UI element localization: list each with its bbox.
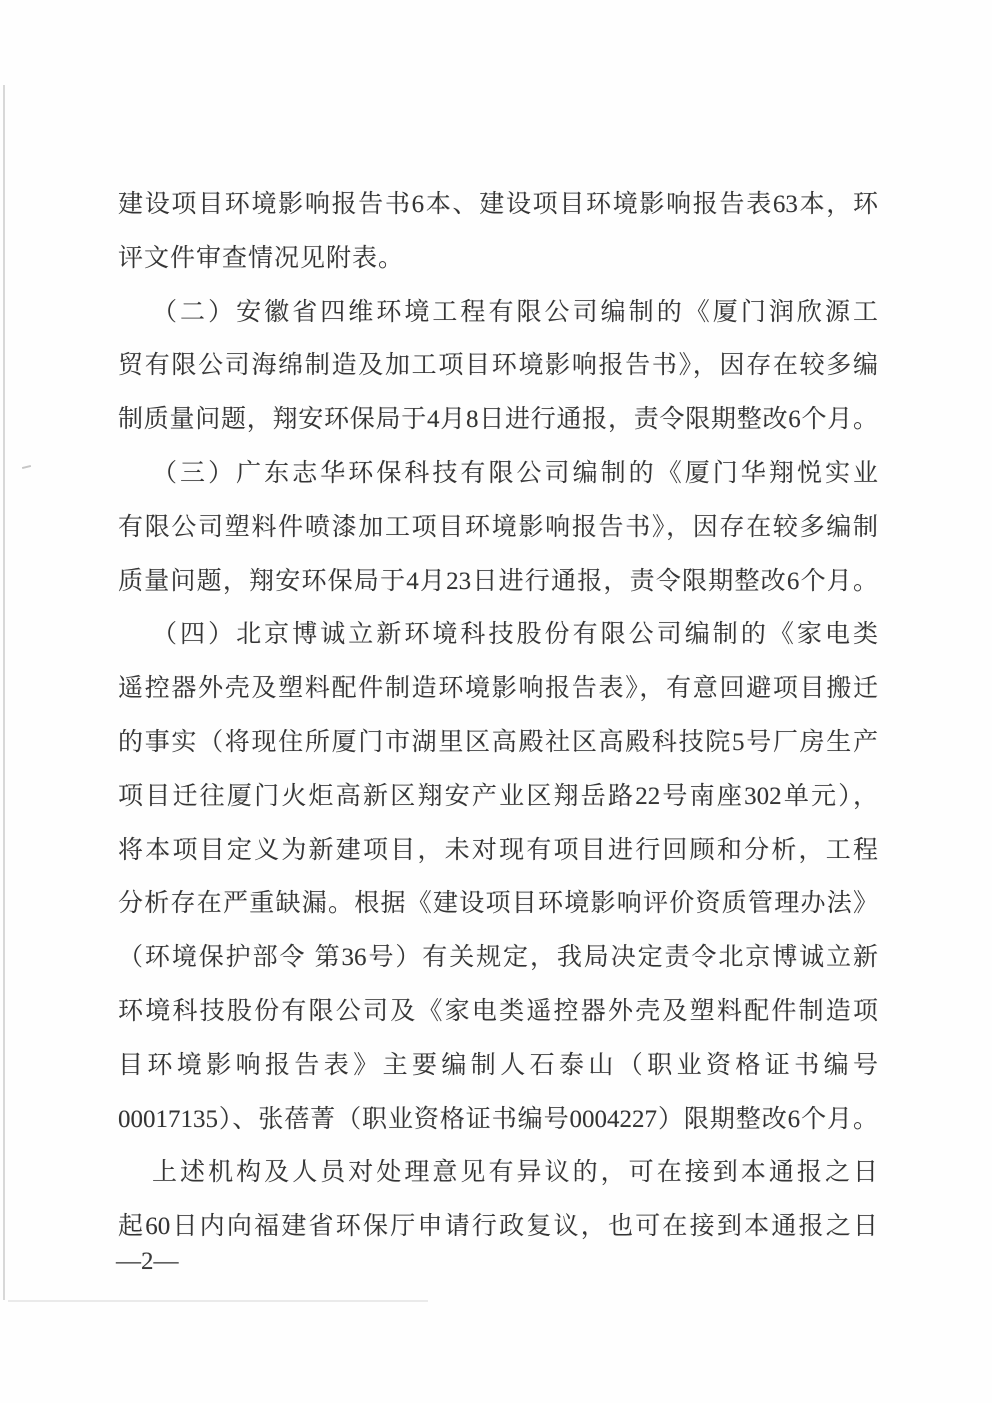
text-line: 遥控器外壳及塑料配件制造环境影响报告表》，有意回避项目搬迁 bbox=[118, 675, 878, 703]
text-line: 环境科技股份有限公司及《家电类遥控器外壳及塑料配件制造项 bbox=[118, 997, 878, 1025]
text-line: 分析存在严重缺漏。根据《建设项目环境影响评价资质管理办法》 bbox=[118, 890, 878, 918]
text-line: 评文件审查情况见附表。 bbox=[118, 244, 405, 272]
text-line: 建设项目环境影响报告书6本、建设项目环境影响报告表63本，环 bbox=[118, 191, 878, 218]
text-line: 上述机构及人员对处理意见有异议的，可在接到本通报之日 bbox=[152, 1159, 878, 1187]
text-line: （环境保护部令 第36号）有关规定，我局决定责令北京博诚立新 bbox=[118, 944, 878, 972]
text-line: 有限公司塑料件喷漆加工项目环境影响报告书》，因存在较多编制 bbox=[118, 513, 878, 541]
text-line: 贸有限公司海绵制造及加工项目环境影响报告书》，因存在较多编 bbox=[118, 352, 878, 380]
page-number: —2— bbox=[116, 1248, 179, 1275]
text-line: （四）北京博诚立新环境科技股份有限公司编制的《家电类 bbox=[152, 621, 878, 649]
text-line: 的事实（将现住所厦门市湖里区高殿社区高殿科技院5号厂房生产 bbox=[118, 728, 878, 756]
text-line: 00017135）、张蓓菁（职业资格证书编号0004227）限期整改6个月。 bbox=[118, 1105, 878, 1133]
text-line: 项目迁往厦门火炬高新区翔安产业区翔岳路22号南座302单元）， bbox=[118, 782, 878, 810]
text-line: 起60日内向福建省环保厅申请行政复议，也可在接到本通报之日 bbox=[118, 1213, 878, 1241]
text-line: （二）安徽省四维环境工程有限公司编制的《厦门润欣源工 bbox=[152, 298, 878, 326]
scan-edge-artifact bbox=[3, 85, 5, 1300]
text-line: （三）广东志华环保科技有限公司编制的《厦门华翔悦实业 bbox=[152, 459, 878, 487]
scan-bottom-artifact bbox=[8, 1300, 428, 1302]
scan-speck bbox=[22, 465, 31, 469]
document-body bbox=[118, 178, 878, 1254]
text-line: 制质量问题，翔安环保局于4月8日进行通报，责令限期整改6个月。 bbox=[118, 406, 878, 434]
text-line: 质量问题，翔安环保局于4月23日进行通报，责令限期整改6个月。 bbox=[118, 567, 878, 595]
text-line: 将本项目定义为新建项目，未对现有项目进行回顾和分析，工程 bbox=[118, 836, 878, 864]
text-line: 目环境影响报告表》主要编制人石泰山（职业资格证书编号 bbox=[118, 1051, 878, 1079]
